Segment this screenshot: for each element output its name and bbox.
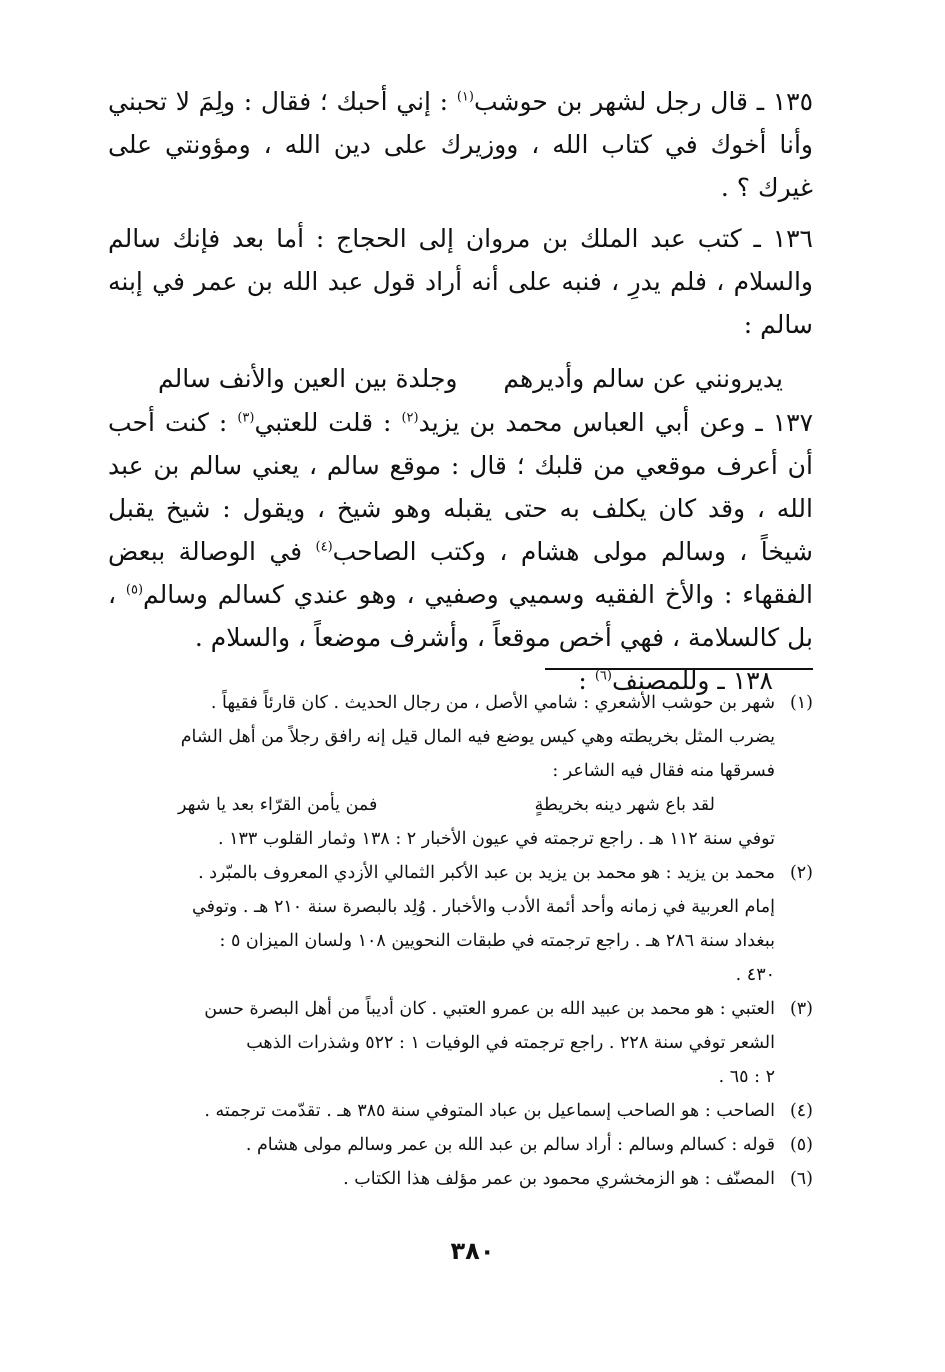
text-line: ، بل كالسلامة ، (108, 580, 813, 652)
footnote-1 (108, 686, 813, 856)
footnote-number: (٤) (789, 1101, 813, 1121)
footnote-line: محمد بن يزيد : هو محمد بن يزيد بن عبد الأكبر الثمالي الأزدي المعروف بالمبّرد . (198, 863, 775, 883)
text-line: : كنت (164, 408, 228, 437)
footnote-5 (108, 1128, 813, 1162)
text-line: شيخاً ، وسالم مولى هشام ، وكتب الصاحب (332, 537, 813, 566)
footnote-number: (٦) (789, 1169, 813, 1189)
text-line: والسلام ، فلم يدرِ ، فنبه على أنه أراد قول عبد الله بن عمر في إبنه سالم : (108, 267, 813, 339)
footnote-ref: (٤) (315, 539, 333, 555)
text-line: ١٣٨ ـ وللمصنف (611, 666, 773, 695)
footnote-ref: (٣) (237, 410, 255, 426)
footnote-6 (108, 1162, 813, 1196)
verse-hemistich-first: يديرونني عن سالم وأديرهم (503, 364, 783, 393)
paragraph-136 (108, 217, 813, 346)
footnote-3 (108, 992, 813, 1094)
text-line: عبد الله ، وقد كان يكلف به حتى يقبله وهو شيخ ، ويقول : شيخ يقبل (108, 451, 813, 523)
footnote-number: (٥) (789, 1135, 813, 1155)
footnote-separator (545, 668, 813, 670)
footnote-line: يضرب المثل بخريطته وهي كيس يوضع فيه المال قيل إنه رافق رجلاً من أهل الشام (180, 727, 775, 747)
text-line: تحبني وأنا أخوك في كتاب الله ، ووزيرك على دين الله ، ومؤونتي على (108, 87, 813, 159)
text-line: والأخ الفقيه وسميي وصفيي ، وهو عندي كسالم وسالم (143, 580, 715, 609)
footnote-verse (108, 788, 775, 822)
text-line: ١٣٧ ـ وعن أبي العباس محمد بن يزيد (418, 408, 814, 437)
footnote-line: الشعر توفي سنة ٢٢٨ . راجع ترجمته في الوفيات ١ : ٥٢٢ وشذرات الذهب (246, 1033, 775, 1053)
footnote-line: فسرقها منه فقال فيه الشاعر : (552, 761, 775, 781)
text-line: أحب أن أعرف موقعي من قلبك ؛ قال : موقع سالم ، يعني سالم بن (108, 408, 813, 480)
footnote-line: ٢ : ٦٥ . (718, 1067, 775, 1087)
text-line: ١٣٥ ـ قال رجل لشهر بن حوشب (473, 87, 814, 116)
footnote-ref: (٢) (401, 410, 419, 426)
text-line: فهي أخص موقعاً ، وأشرف موضعاً ، والسلام . (194, 623, 665, 652)
text-line: في الوصالة ببعض الفقهاء : (108, 537, 814, 609)
footnote-number: (٢) (789, 863, 813, 883)
paragraph-137 (108, 401, 813, 659)
page-number: ٣٨٠ (450, 1237, 495, 1265)
footnote-line: قوله : كسالم وسالم : أراد سالم بن عبد الله بن عمر وسالم مولى هشام . (245, 1135, 775, 1155)
footnote-2 (108, 856, 813, 992)
text-line: غيرك ؟ . (720, 173, 813, 202)
footnote-line: الصاحب : هو الصاحب إسماعيل بن عباد المتوفي سنة ٣٨٥ هـ . تقدّمت ترجمته . (204, 1101, 775, 1121)
verse-hemistich-second: وجلدة بين العين والأنف سالم (158, 364, 458, 393)
text-line: : (578, 666, 587, 695)
footnote-line: شهر بن حوشب الأشعري : شامي الأصل ، من رجال الحديث . كان قارئاً فقيهاً . (210, 693, 775, 713)
footnote-ref: (١) (456, 89, 474, 105)
footnote-4 (108, 1094, 813, 1128)
text-line: : إني أحبك ؛ فقال : ولِمَ لا (175, 87, 449, 116)
footnotes (108, 686, 813, 1196)
footnote-line: ببغداد سنة ٢٨٦ هـ . راجع ترجمته في طبقات النحويين ١٠٨ ولسان الميزان ٥ : (219, 931, 775, 951)
footnote-line: إمام العربية في زمانه وأحد أئمة الأدب والأخبار . وُلِد بالبصرة سنة ٢١٠ هـ . وتوفي (192, 897, 775, 917)
text-line: ١٣٦ ـ كتب عبد الملك بن مروان إلى الحجاج : أما بعد فإنك سالم (108, 224, 813, 253)
paragraph-135 (108, 80, 813, 209)
footnote-number: (١) (789, 693, 813, 713)
verse-hemistich-first: لقد باع شهر دينه بخريطةٍ (534, 795, 715, 815)
main-text (108, 80, 813, 702)
footnote-line: العتبي : هو محمد بن عبيد الله بن عمرو العتبي . كان أديباً من أهل البصرة حسن (204, 999, 775, 1019)
footnote-line: المصنّف : هو الزمخشري محمود بن عمر مؤلف هذا الكتاب . (343, 1169, 775, 1189)
footnote-ref: (٥) (125, 582, 144, 598)
footnote-number: (٣) (789, 999, 813, 1019)
verse-hemistich-second: فمن يأمن القرّاء بعد يا شهر (178, 795, 378, 815)
footnote-line: توفي سنة ١١٢ هـ . راجع ترجمته في عيون الأخبار ٢ : ١٣٨ وثمار القلوب ١٣٣ . (217, 829, 775, 849)
footnote-line: ٤٣٠ . (735, 965, 775, 985)
text-line: : قلت للعتبي (254, 408, 392, 437)
poem-verse (108, 356, 813, 401)
footnote-ref: (٦) (594, 668, 612, 684)
